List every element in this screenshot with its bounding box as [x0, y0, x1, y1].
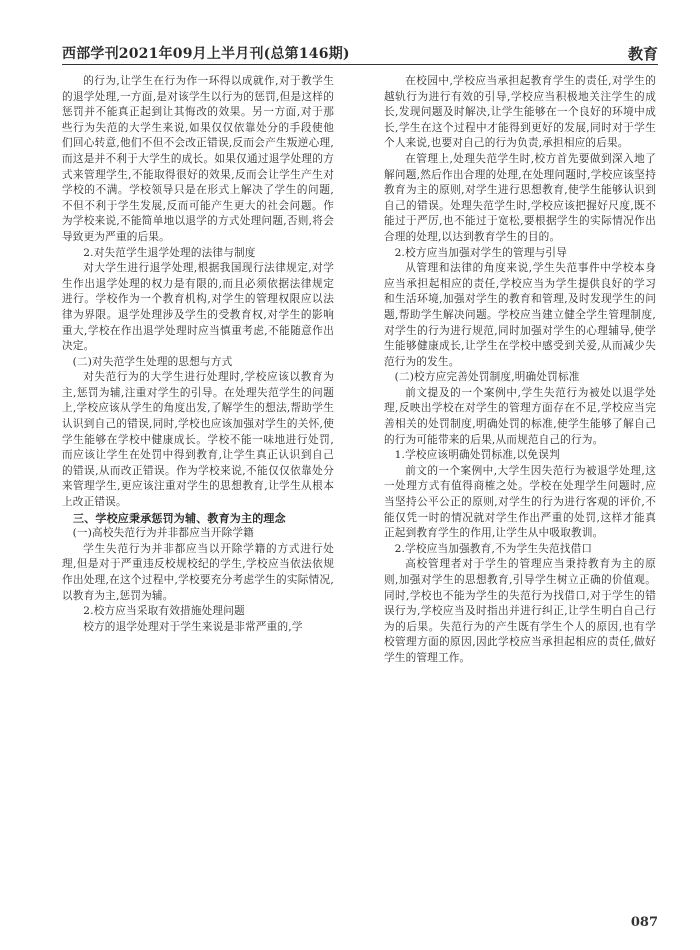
page-header [62, 40, 658, 64]
page-number: 087 [630, 915, 658, 930]
section-label: 教育 [627, 45, 658, 63]
left-column-section-heading: 三、学校应秉承惩罚为辅、教育为主的理念 [73, 511, 286, 525]
right-column-paragraph: 从管理和法律的角度来说,学生失范事件中学校本身应当承担起相应的责任,学校应当为学生提供良好的学习和生活环境,加强对学生的教育和管理,及时发现学生的问题,帮助学生解决问题。学校应当建立健全学生管理制度,对学生的行为进行规范,同时加强对学生的心理辅导,使学生能够健康成长,让学生在学校中感受到关爱,从而减少失范行为的发生。 [384, 262, 656, 368]
left-column-subheading: 2.对失范学生退学处理的法律与制度 [83, 246, 256, 259]
right-column-paragraph: 在校园中,学校应当承担起教育学生的责任,对学生的越轨行为进行有效的引导,学校应当积极地关注学生的成长,发现问题及时解决,让学生能够在一个良好的环境中成长,学生在这个过程中才能得到更好的发展,同时对于学生个人来说,也要对自己的行为负责,承担相应的后果。 [384, 75, 656, 150]
journal-title: 西部学刊2021年09月上半月刊(总第146期) [62, 46, 350, 62]
left-column-paragraph: 对大学生进行退学处理,根据我国现行法律规定,对学生作出退学处理的权力是有限的,而且必须依据法律规定进行。学校作为一个教育机构,对学生的管理权限应以法律为界限。退学处理涉及学生的受教育权,对学生的影响重大,学校在作出退学处理时应当慎重考虑,不能随意作出决定。 [62, 262, 334, 353]
right-column-subheading: 2.学校应当加强教育,不为学生失范找借口 [394, 542, 593, 555]
right-column [384, 74, 656, 667]
left-column-subheading: 2.校方应当采取有效措施处理问题 [83, 605, 245, 618]
header-divider [62, 64, 658, 65]
left-column [62, 74, 334, 635]
left-column-paragraph: 学生失范行为并非都应当以开除学籍的方式进行处理,但是对于严重违反校规校纪的学生,学校应当依法依规作出处理,在这个过程中,学校要充分考虑学生的实际情况,以教育为主,惩罚为辅。 [62, 542, 334, 602]
left-column-paragraph: 校方的退学处理对于学生来说是非常严重的,学 [83, 620, 303, 633]
right-column-subheading: 2.校方应当加强对学生的管理与引导 [394, 246, 568, 259]
right-column-subheading: 1.学校应该明确处罚标准,以免误判 [394, 449, 560, 462]
left-column-subheading: (一)高校失范行为并非都应当开除学籍 [72, 527, 254, 540]
right-column-paragraph: 前文的一个案例中,大学生因失范行为被退学处理,这一处理方式有值得商榷之处。学校在处理学生问题时,应当坚持公平公正的原则,对学生的行为进行客观的评价,不能仅凭一时的情况就对学生作出严重的处罚,这样才能真正起到教育学生的作用,让学生从中吸取教训。 [384, 464, 656, 540]
right-column-paragraph: 高校管理者对于学生的管理应当秉持教育为主的原则,加强对学生的思想教育,引导学生树立正确的价值观。同时,学校也不能为学生的失范行为找借口,对于学生的错误行为,学校应当及时指出并进行纠正,让学生明白自己行为的后果。失范行为的产生既有学生个人的原因,也有学校管理方面的原因,因此学校应当承担起相应的责任,做好学生的管理工作。 [384, 558, 656, 664]
right-column-paragraph: 在管理上,处理失范学生时,校方首先要做到深入地了解问题,然后作出合理的处理,在处理问题时,学校应该坚持教育为主的原则,对学生进行思想教育,使学生能够认识到自己的错误。处理失范学生时,学校应该把握好尺度,既不能过于严厉,也不能过于宽松,要根据学生的实际情况作出合理的处理,以达到教育学生的目的。 [384, 152, 656, 243]
left-column-paragraph: 对失范行为的大学生进行处理时,学校应该以教育为主,惩罚为辅,注重对学生的引导。在处理失范学生的问题上,学校应该从学生的角度出发,了解学生的想法,帮助学生认识到自己的错误,同时,学校也应该加强对学生的关怀,使学生能够在学校中健康成长。学校不能一味地进行处罚,而应该让学生在处罚中得到教育,让学生真正认识到自己的错误,从而改正错误。作为学校来说,不能仅仅依靠处分来管理学生,更应该注重对学生的思想教育,让学生从根本上改正错误。 [62, 371, 334, 509]
right-column-paragraph: 前文提及的一个案例中,学生失范行为被处以退学处理,反映出学校在对学生的管理方面存在不足,学校应当完善相关的处罚制度,明确处罚的标准,使学生能够了解自己的行为可能带来的后果,从而规范自己的行为。 [384, 386, 656, 446]
right-column-subheading: (二)校方应完善处罚制度,明确处罚标准 [394, 371, 580, 384]
left-column-paragraph: 的行为,让学生在行为作一环得以成就作,对于教学生的退学处理,一方面,是对该学生以行为的惩罚,但是这样的惩罚并不能真正起到让其悔改的效果。另一方面,对于那些行为失范的大学生来说,如果仅仅依靠处分的手段使他们回心转意,他们不但不会改正错误,反而会产生叛逆心理,而这是并不利于大学生的成长。如果仅通过退学处理的方式来管理学生,不能取得很好的效果,反而会让学生产生对学校的不满。学校领导只是在形式上解决了学生的问题,不但不利于学生发展,反而可能产生更大的社会问题。作为学校来说,不能简单地以退学的方式处理问题,否则,将会导致更为严重的后果。 [62, 75, 334, 243]
left-column-subheading: (二)对失范学生处理的思想与方式 [72, 355, 233, 368]
